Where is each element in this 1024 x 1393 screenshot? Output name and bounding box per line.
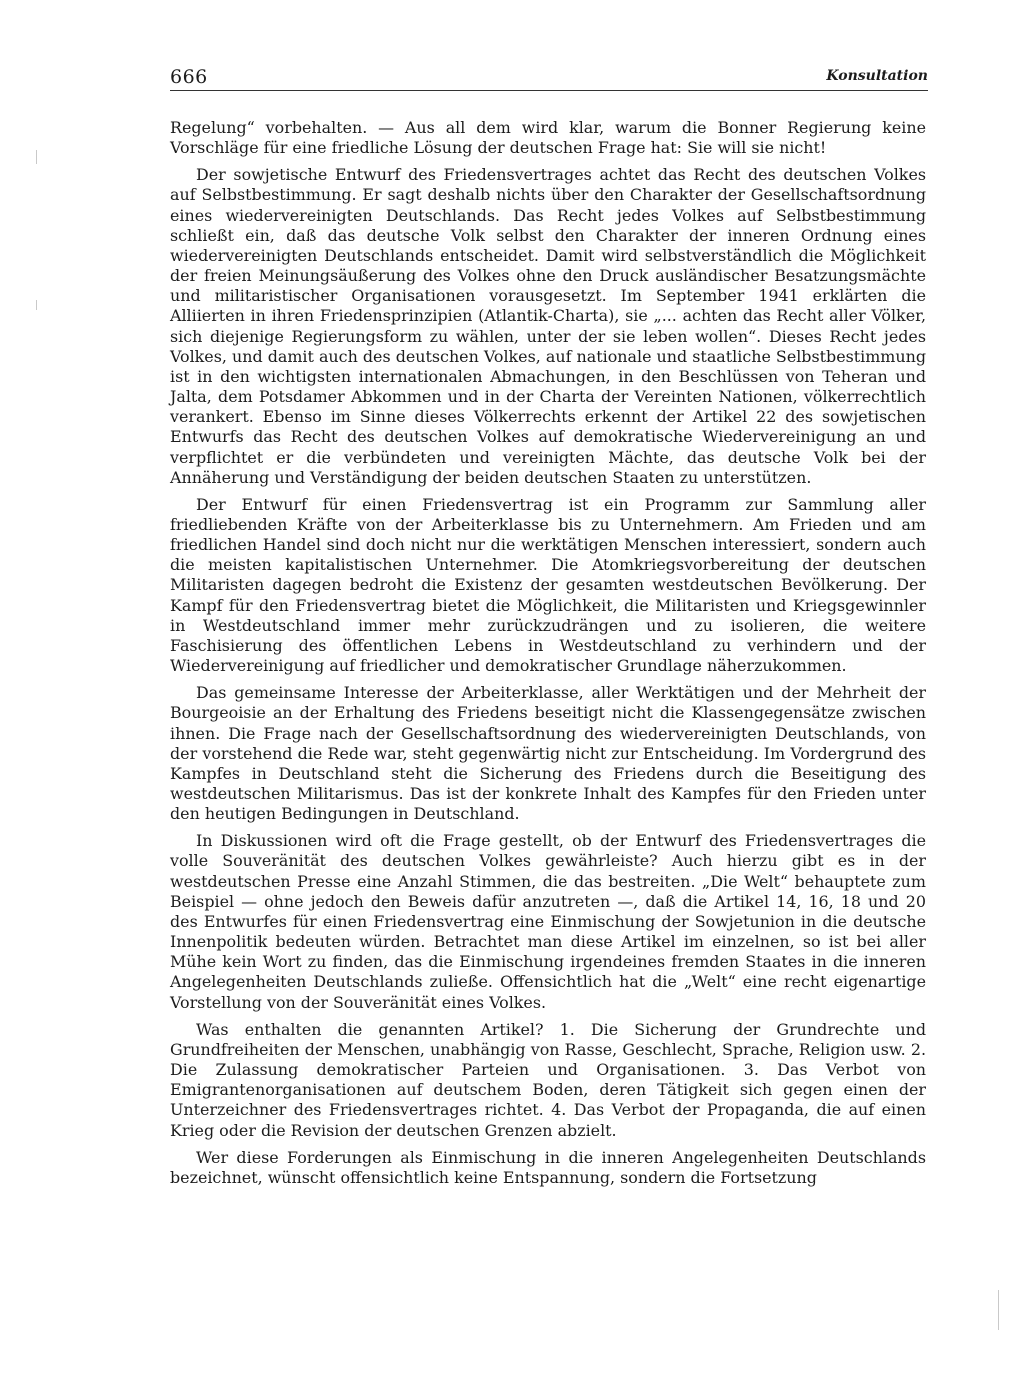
page-body bbox=[170, 118, 926, 1195]
paragraph: Was enthalten die genannten Artikel? 1. Die Sicherung der Grundrechte und Grundfreiheiten der Menschen, unabhängig von Rasse, Geschlecht, Sprache, Religion usw. 2. Die Zulassung demokratischer Parteien und Organisationen. 3. Das Verbot von Emigrantenorganisationen auf deutschem Boden, deren Tätigkeit sich gegen einen der Unterzeichner des Friedensvertrages richtet. 4. Das Verbot der Propaganda, die auf einen Krieg oder die Revision der deutschen Grenzen abzielt. bbox=[170, 1019, 926, 1140]
paragraph: Der sowjetische Entwurf des Friedensvertrages achtet das Recht des deutschen Volkes auf Selbstbestimmung. Er sagt deshalb nichts über den Charakter der Gesellschaftsordnung eines wiedervereinigten Deutschlands. Das Recht jedes Volkes auf Selbstbestimmung schließt ein, daß das deutsche Volk selbst den Charakter der inneren Ordnung eines wiedervereinigten Deutschlands entscheidet. Damit wird selbstverständlich die Möglichkeit der freien Meinungsäußerung des Volkes ohne den Druck ausländischer Besatzungsmächte und militaristischer Organisationen vorausgesetzt. Im September 1941 erklärten die Alliierten in ihren Friedensprinzipien (Atlantik-Charta), sie „... achten das Recht aller Völker, sich diejenige Regierungsform zu wählen, unter der sie leben wollen“. Dieses Recht jedes Volkes, und damit auch des deutschen Volkes, auf nationale und staatliche Selbstbestimmung ist in den wichtigsten internationalen Abmachungen, in den Beschlüssen von Teheran und Jalta, dem Potsdamer Abkommen und in der Charta der Vereinten Nationen, völkerrechtlich verankert. Ebenso im Sinne dieses Völkerrechts erkennt der Artikel 22 des sowjetischen Entwurfs das Recht des deutschen Volkes auf demokratische Wiedervereinigung an und verpflichtet er die verbündeten und vereinigten Mächte, das deutsche Volk bei der Annäherung und Verständigung der beiden deutschen Staaten zu unterstützen. bbox=[170, 165, 926, 487]
paragraph: Der Entwurf für einen Friedensvertrag ist ein Programm zur Sammlung aller friedliebenden Kräfte von der Arbeiterklasse bis zu Unternehmern. Am Frieden und am friedlichen Handel sind doch nicht nur die werktätigen Menschen interessiert, sondern auch die meisten kapitalistischen Unternehmer. Die Atomkriegsvorbereitung der deutschen Militaristen dagegen bedroht die Existenz der gesamten westdeutschen Bevölkerung. Der Kampf für den Friedensvertrag bietet die Möglichkeit, die Militaristen und Kriegsgewinnler in Westdeutschland immer mehr zurückzudrängen und zu isolieren, die weitere Faschisierung des öffentlichen Lebens in Westdeutschland zu verhindern und der Wiedervereinigung auf friedlicher und demokratischer Grundlage näherzukommen. bbox=[170, 494, 926, 676]
paragraph: Das gemeinsame Interesse der Arbeiterklasse, aller Werktätigen und der Mehrheit der Bourgeoisie an der Erhaltung des Friedens beseitigt nicht die Klassengegensätze zwischen ihnen. Die Frage nach der Gesellschaftsordnung des wiedervereinigten Deutschlands, von der vorstehend die Rede war, steht gegenwärtig nicht zur Entscheidung. Im Vordergrund des Kampfes in Deutschland steht die Sicherung des Friedens durch die Beseitigung des westdeutschen Militarismus. Das ist der konkrete Inhalt des Kampfes für den Frieden unter den heutigen Bedingungen in Deutschland. bbox=[170, 683, 926, 824]
left-margin-mark-2 bbox=[36, 300, 37, 310]
page-header bbox=[170, 66, 928, 91]
page-number: 666 bbox=[170, 66, 208, 88]
left-margin-mark bbox=[36, 150, 37, 164]
paragraph: In Diskussionen wird oft die Frage gestellt, ob der Entwurf des Friedensvertrages die volle Souveränität des deutschen Volkes gewährleiste? Auch hierzu gibt es in der westdeutschen Presse eine Anzahl Stimmen, die das bestreiten. „Die Welt“ behauptete zum Beispiel — ohne jedoch den Beweis dafür anzutreten —, daß die Artikel 14, 16, 18 und 20 des Entwurfes für einen Friedensvertrag eine Einmischung der Sowjetunion in die deutsche Innenpolitik bedeuten würden. Betrachtet man diese Artikel im einzelnen, so ist bei aller Mühe kein Wort zu finden, das die Einmischung irgendeines fremden Staates in die inneren Angelegenheiten Deutschlands zuließe. Offensichtlich hat die „Welt“ eine recht eigenartige Vorstellung von der Souveränität eines Volkes. bbox=[170, 831, 926, 1012]
paragraph: Wer diese Forderungen als Einmischung in die inneren Angelegenheiten Deutschlands bezeichnet, wünscht offensichtlich keine Entspannung, sondern die Fortsetzung bbox=[170, 1147, 926, 1187]
paragraph: Regelung“ vorbehalten. — Aus all dem wird klar, warum die Bonner Regierung keine Vorschläge für eine friedliche Lösung der deutschen Frage hat: Sie will sie nicht! bbox=[170, 118, 926, 158]
right-margin-mark bbox=[998, 1290, 999, 1330]
running-head: Konsultation bbox=[826, 68, 928, 84]
